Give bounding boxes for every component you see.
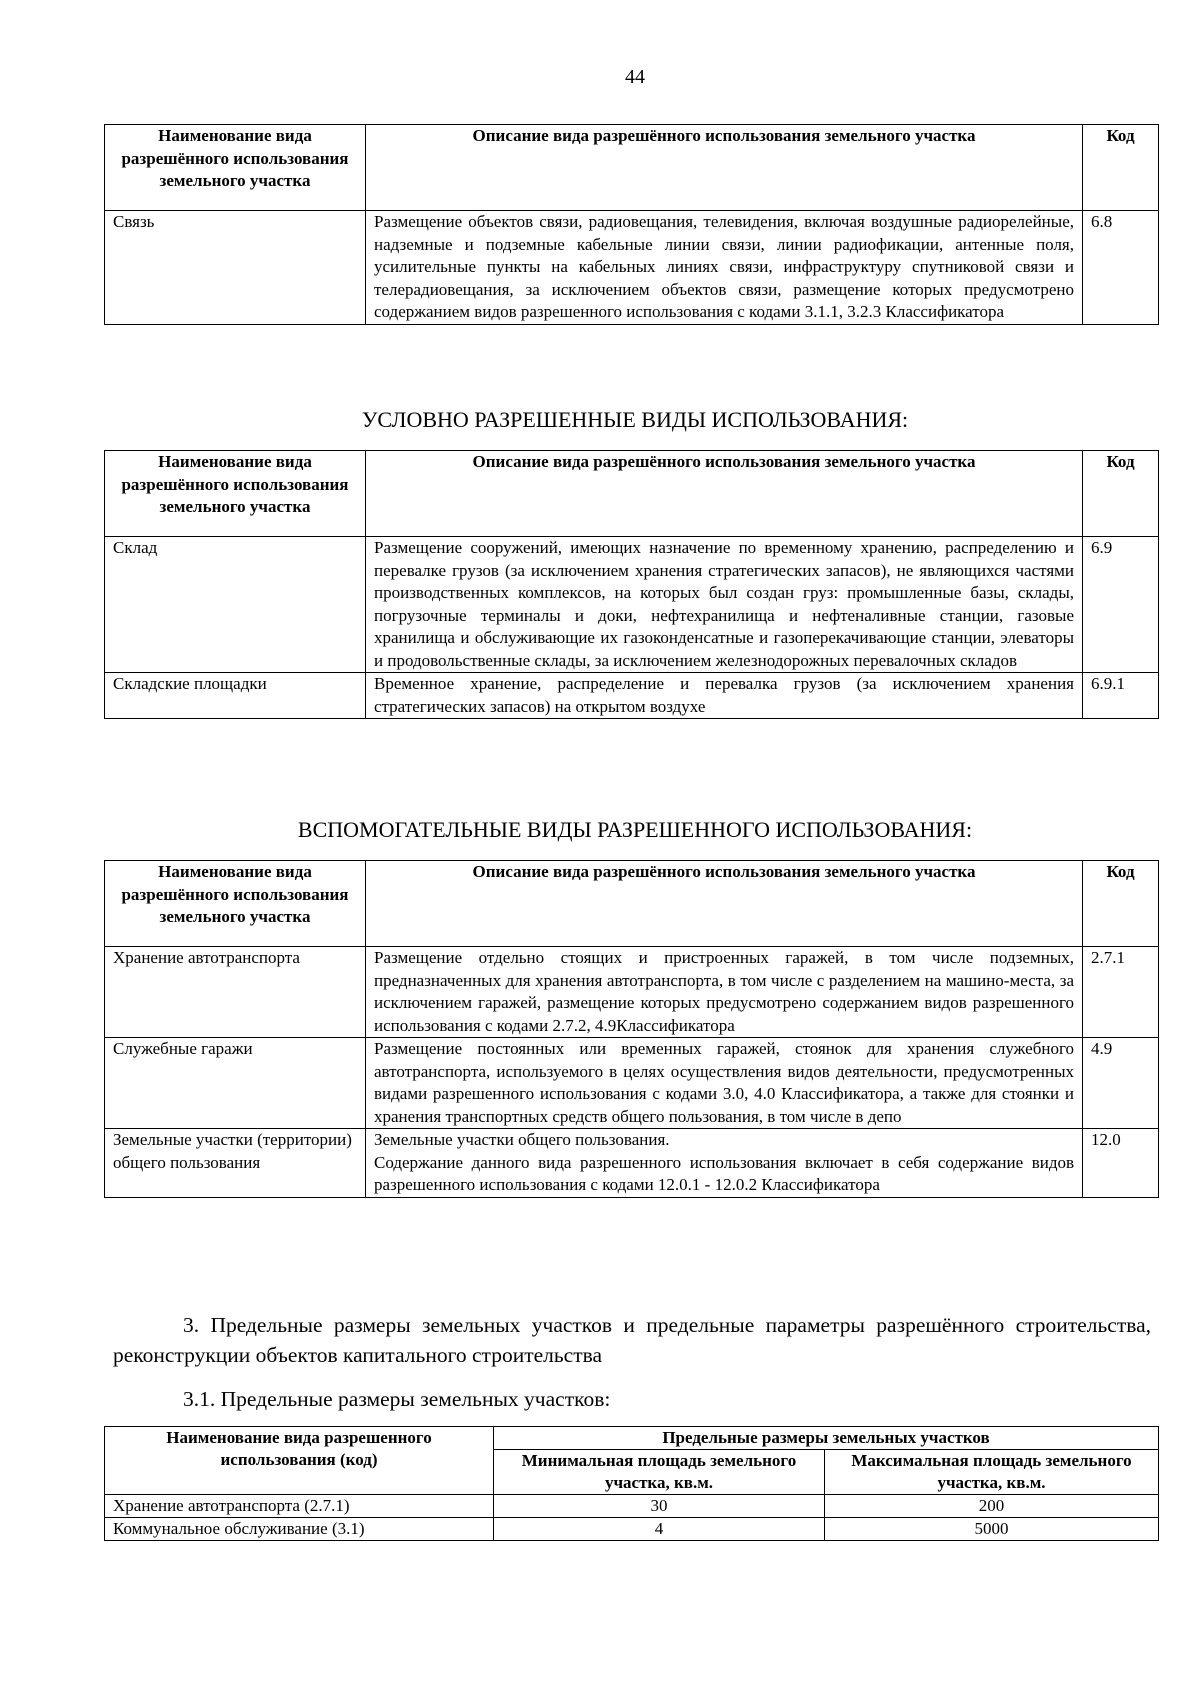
max-area: 200	[825, 1495, 1159, 1518]
use-name: Склад	[105, 537, 366, 673]
main-uses-table	[104, 124, 1159, 325]
header-description: Описание вида разрешённого использования земельного участка	[366, 451, 1083, 537]
min-area: 4	[494, 1518, 825, 1541]
table-header-row	[105, 451, 1159, 537]
table-row	[105, 673, 1159, 719]
land-plot-sizes-table	[104, 1426, 1159, 1541]
use-name: Хранение автотранспорта	[105, 947, 366, 1038]
table-header-row	[105, 1427, 1159, 1450]
use-description-line: Земельные участки общего пользования.	[374, 1130, 670, 1149]
header-description: Описание вида разрешённого использования земельного участка	[366, 861, 1083, 947]
table-header-row	[105, 861, 1159, 947]
table-row	[105, 947, 1159, 1038]
use-name: Хранение автотранспорта (2.7.1)	[105, 1495, 494, 1518]
use-code: 6.9	[1083, 537, 1159, 673]
use-description: Размещение объектов связи, радиовещания, телевидения, включая воздушные радиорелейные, надземные и подземные кабельные линии связи, линии радиофикации, антенные поля, усилительные пункты на кабельных линиях связи, инфраструктуру спутниковой связи и телерадиовещания, за исключением объектов связи, размещение которых предусмотрено содержанием видов разрешенного использования с кодами 3.1.1, 3.2.3 Классификатора	[366, 211, 1083, 325]
use-name: Земельные участки (территории) общего пользования	[105, 1129, 366, 1198]
header-name: Наименование вида разрешенного использования (код)	[105, 1427, 494, 1495]
use-description: Размещение постоянных или временных гаражей, стоянок для хранения служебного автотранспорта, используемого в целях осуществления видов деятельности, предусмотренных видами разрешенного использования с кодами 3.0, 4.0 Классификатора, а также для стоянки и хранения транспортных средств общего пользования, в том числе в депо	[366, 1038, 1083, 1129]
use-name: Служебные гаражи	[105, 1038, 366, 1129]
header-code: Код	[1083, 861, 1159, 947]
use-description: Размещение сооружений, имеющих назначение по временному хранению, распределению и перевалке грузов (за исключением хранения стратегических запасов), не являющихся частями производственных комплексов, на которых был создан груз: промышленные базы, склады, погрузочные терминалы и доки, нефтехранилища и нефтеналивные станции, газовые хранилища и обслуживающие их газоконденсатные и газоперекачивающие станции, элеваторы и продовольственные склады, за исключением железнодорожных перевалочных складов	[366, 537, 1083, 673]
conditional-uses-table	[104, 450, 1159, 719]
use-name: Складские площадки	[105, 673, 366, 719]
table-row	[105, 537, 1159, 673]
header-name: Наименование вида разрешённого использования земельного участка	[105, 451, 366, 537]
section-3-paragraph: 3. Предельные размеры земельных участков и предельные параметры разрешённого строительства, реконструкции объектов капитального строительства	[113, 1313, 1151, 1367]
table-row	[105, 1495, 1159, 1518]
use-code: 6.8	[1083, 211, 1159, 325]
max-area: 5000	[825, 1518, 1159, 1541]
auxiliary-uses-table	[104, 860, 1159, 1198]
table-row	[105, 211, 1159, 325]
table-row	[105, 1518, 1159, 1541]
auxiliary-uses-heading: ВСПОМОГАТЕЛЬНЫЕ ВИДЫ РАЗРЕШЕННОГО ИСПОЛЬЗОВАНИЯ:	[297, 817, 973, 842]
table-row	[105, 1129, 1159, 1198]
use-code: 12.0	[1083, 1129, 1159, 1198]
table-header-row	[105, 125, 1159, 211]
use-code: 2.7.1	[1083, 947, 1159, 1038]
page-number: 44	[625, 66, 645, 88]
use-name: Связь	[105, 211, 366, 325]
table-row	[105, 1038, 1159, 1129]
header-name: Наименование вида разрешённого использования земельного участка	[105, 125, 366, 211]
header-description: Описание вида разрешённого использования земельного участка	[366, 125, 1083, 211]
conditional-uses-heading: УСЛОВНО РАЗРЕШЕННЫЕ ВИДЫ ИСПОЛЬЗОВАНИЯ:	[361, 407, 909, 432]
use-code: 6.9.1	[1083, 673, 1159, 719]
use-description: Размещение отдельно стоящих и пристроенных гаражей, в том числе подземных, предназначенных для хранения автотранспорта, в том числе с разделением на машино-места, за исключением гаражей, размещение которых предусмотрено содержанием видов разрешенного использования с кодами 2.7.2, 4.9Классификатора	[366, 947, 1083, 1038]
header-min-area: Минимальная площадь земельного участка, кв.м.	[494, 1450, 825, 1495]
use-description	[366, 1129, 1083, 1198]
use-description: Временное хранение, распределение и перевалка грузов (за исключением хранения стратегических запасов) на открытом воздухе	[366, 673, 1083, 719]
use-description-line: Содержание данного вида разрешенного использования включает в себя содержание видов разрешенного использования с кодами 12.0.1 - 12.0.2 Классификатора	[374, 1152, 1074, 1194]
header-max-area: Максимальная площадь земельного участка, кв.м.	[825, 1450, 1159, 1495]
header-size-group: Предельные размеры земельных участков	[494, 1427, 1159, 1450]
use-name: Коммунальное обслуживание (3.1)	[105, 1518, 494, 1541]
header-code: Код	[1083, 125, 1159, 211]
use-code: 4.9	[1083, 1038, 1159, 1129]
section-3-1-paragraph: 3.1. Предельные размеры земельных участков:	[183, 1387, 611, 1411]
header-code: Код	[1083, 451, 1159, 537]
header-name: Наименование вида разрешённого использования земельного участка	[105, 861, 366, 947]
min-area: 30	[494, 1495, 825, 1518]
